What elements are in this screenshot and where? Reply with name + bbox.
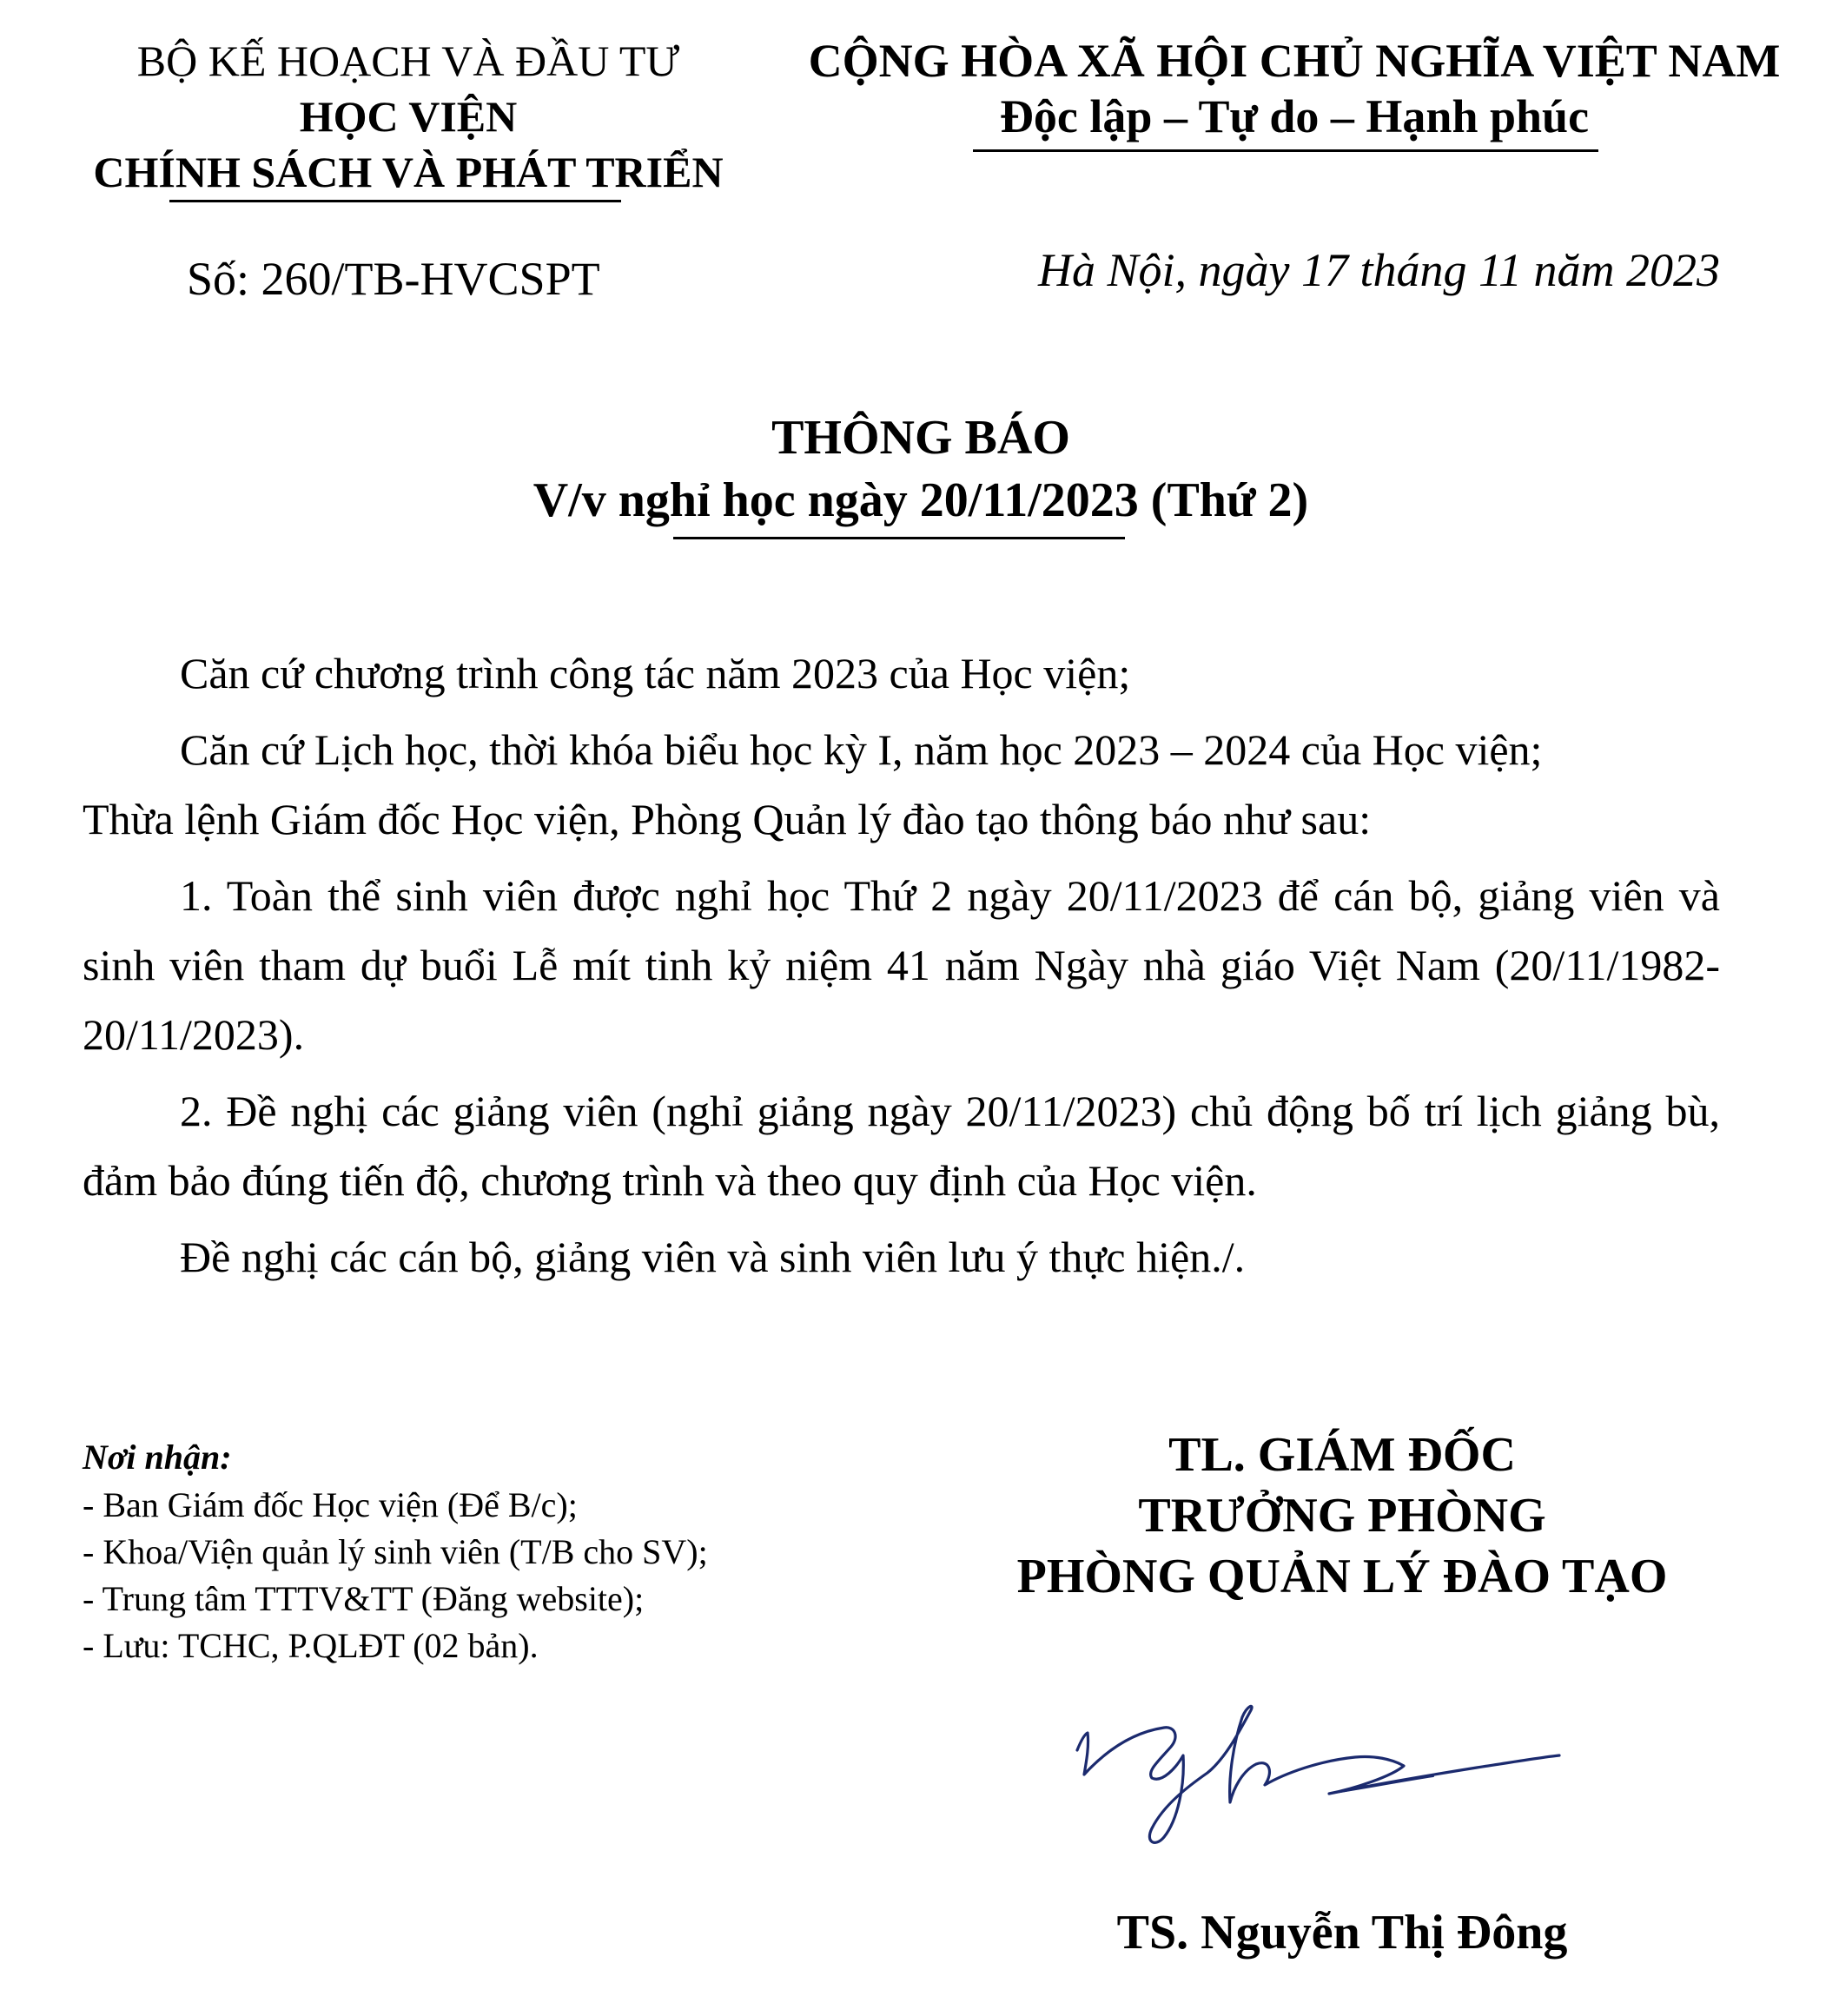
signature-authority: TL. GIÁM ĐỐC xyxy=(1168,1428,1516,1482)
country-name: CỘNG HÒA XÃ HỘI CHỦ NGHĨA VIỆT NAM xyxy=(808,35,1781,87)
institute-name-line2: CHÍNH SÁCH VÀ PHÁT TRIỂN xyxy=(93,148,724,196)
recipients-heading: Nơi nhận: xyxy=(83,1438,232,1477)
recipient-item: - Khoa/Viện quản lý sinh viên (T/B cho SV); xyxy=(83,1532,708,1571)
recipient-item: - Lưu: TCHC, P.QLĐT (02 bản). xyxy=(83,1626,539,1665)
signature-block xyxy=(938,1424,1746,1607)
ministry-name: BỘ KẾ HOẠCH VÀ ĐẦU TƯ xyxy=(136,36,680,85)
body-paragraph-6: Đề nghị các cán bộ, giảng viên và sinh viên lưu ý thực hiện./. xyxy=(180,1233,1246,1281)
body-paragraph-2: Căn cứ Lịch học, thời khóa biểu học kỳ I, năm học 2023 – 2024 của Học viện; xyxy=(180,725,1543,774)
national-header-block xyxy=(782,33,1807,144)
signature-department: PHÒNG QUẢN LÝ ĐÀO TẠO xyxy=(1016,1550,1668,1603)
place-and-date: Hà Nội, ngày 17 tháng 11 năm 2023 xyxy=(1038,244,1720,296)
document-subject: V/v nghỉ học ngày 20/11/2023 (Thứ 2) xyxy=(533,473,1309,527)
document-body xyxy=(83,638,1720,1292)
body-paragraph-5: 2. Đề nghị các giảng viên (nghỉ giảng ngày 20/11/2023) chủ động bố trí lịch giảng bù, đảm bảo đúng tiến độ, chương trình và theo quy định của Học viện. xyxy=(83,1087,1720,1205)
title-underline xyxy=(673,537,1125,539)
signature-position: TRƯỞNG PHÒNG xyxy=(1138,1489,1546,1543)
body-paragraph-3: Thừa lệnh Giám đốc Học viện, Phòng Quản lý đào tạo thông báo như sau: xyxy=(83,795,1372,843)
motto-underline xyxy=(973,149,1598,152)
institute-name-line1: HỌC VIỆN xyxy=(299,92,518,141)
issuing-agency-block xyxy=(52,33,764,200)
agency-underline xyxy=(169,200,621,202)
body-paragraph-4: 1. Toàn thể sinh viên được nghỉ học Thứ 2 ngày 20/11/2023 để cán bộ, giảng viên và sinh viên tham dự buổi Lễ mít tinh kỷ niệm 41 năm Ngày nhà giáo Việt Nam (20/11/1982-20/11/2023). xyxy=(83,871,1720,1059)
recipients-block xyxy=(83,1433,864,1669)
document-title-block xyxy=(139,407,1703,532)
document-number: Số: 260/TB-HVCSPT xyxy=(187,253,600,305)
recipient-item: - Trung tâm TTTV&TT (Đăng website); xyxy=(83,1579,645,1618)
signer-name: TS. Nguyễn Thị Đông xyxy=(1116,1906,1568,1960)
national-motto: Độc lập – Tự do – Hạnh phúc xyxy=(999,90,1590,142)
handwritten-signature xyxy=(1068,1698,1564,1854)
body-paragraph-1: Căn cứ chương trình công tác năm 2023 của Học viện; xyxy=(180,649,1131,697)
recipient-item: - Ban Giám đốc Học viện (Để B/c); xyxy=(83,1485,578,1524)
document-title: THÔNG BÁO xyxy=(771,411,1070,465)
